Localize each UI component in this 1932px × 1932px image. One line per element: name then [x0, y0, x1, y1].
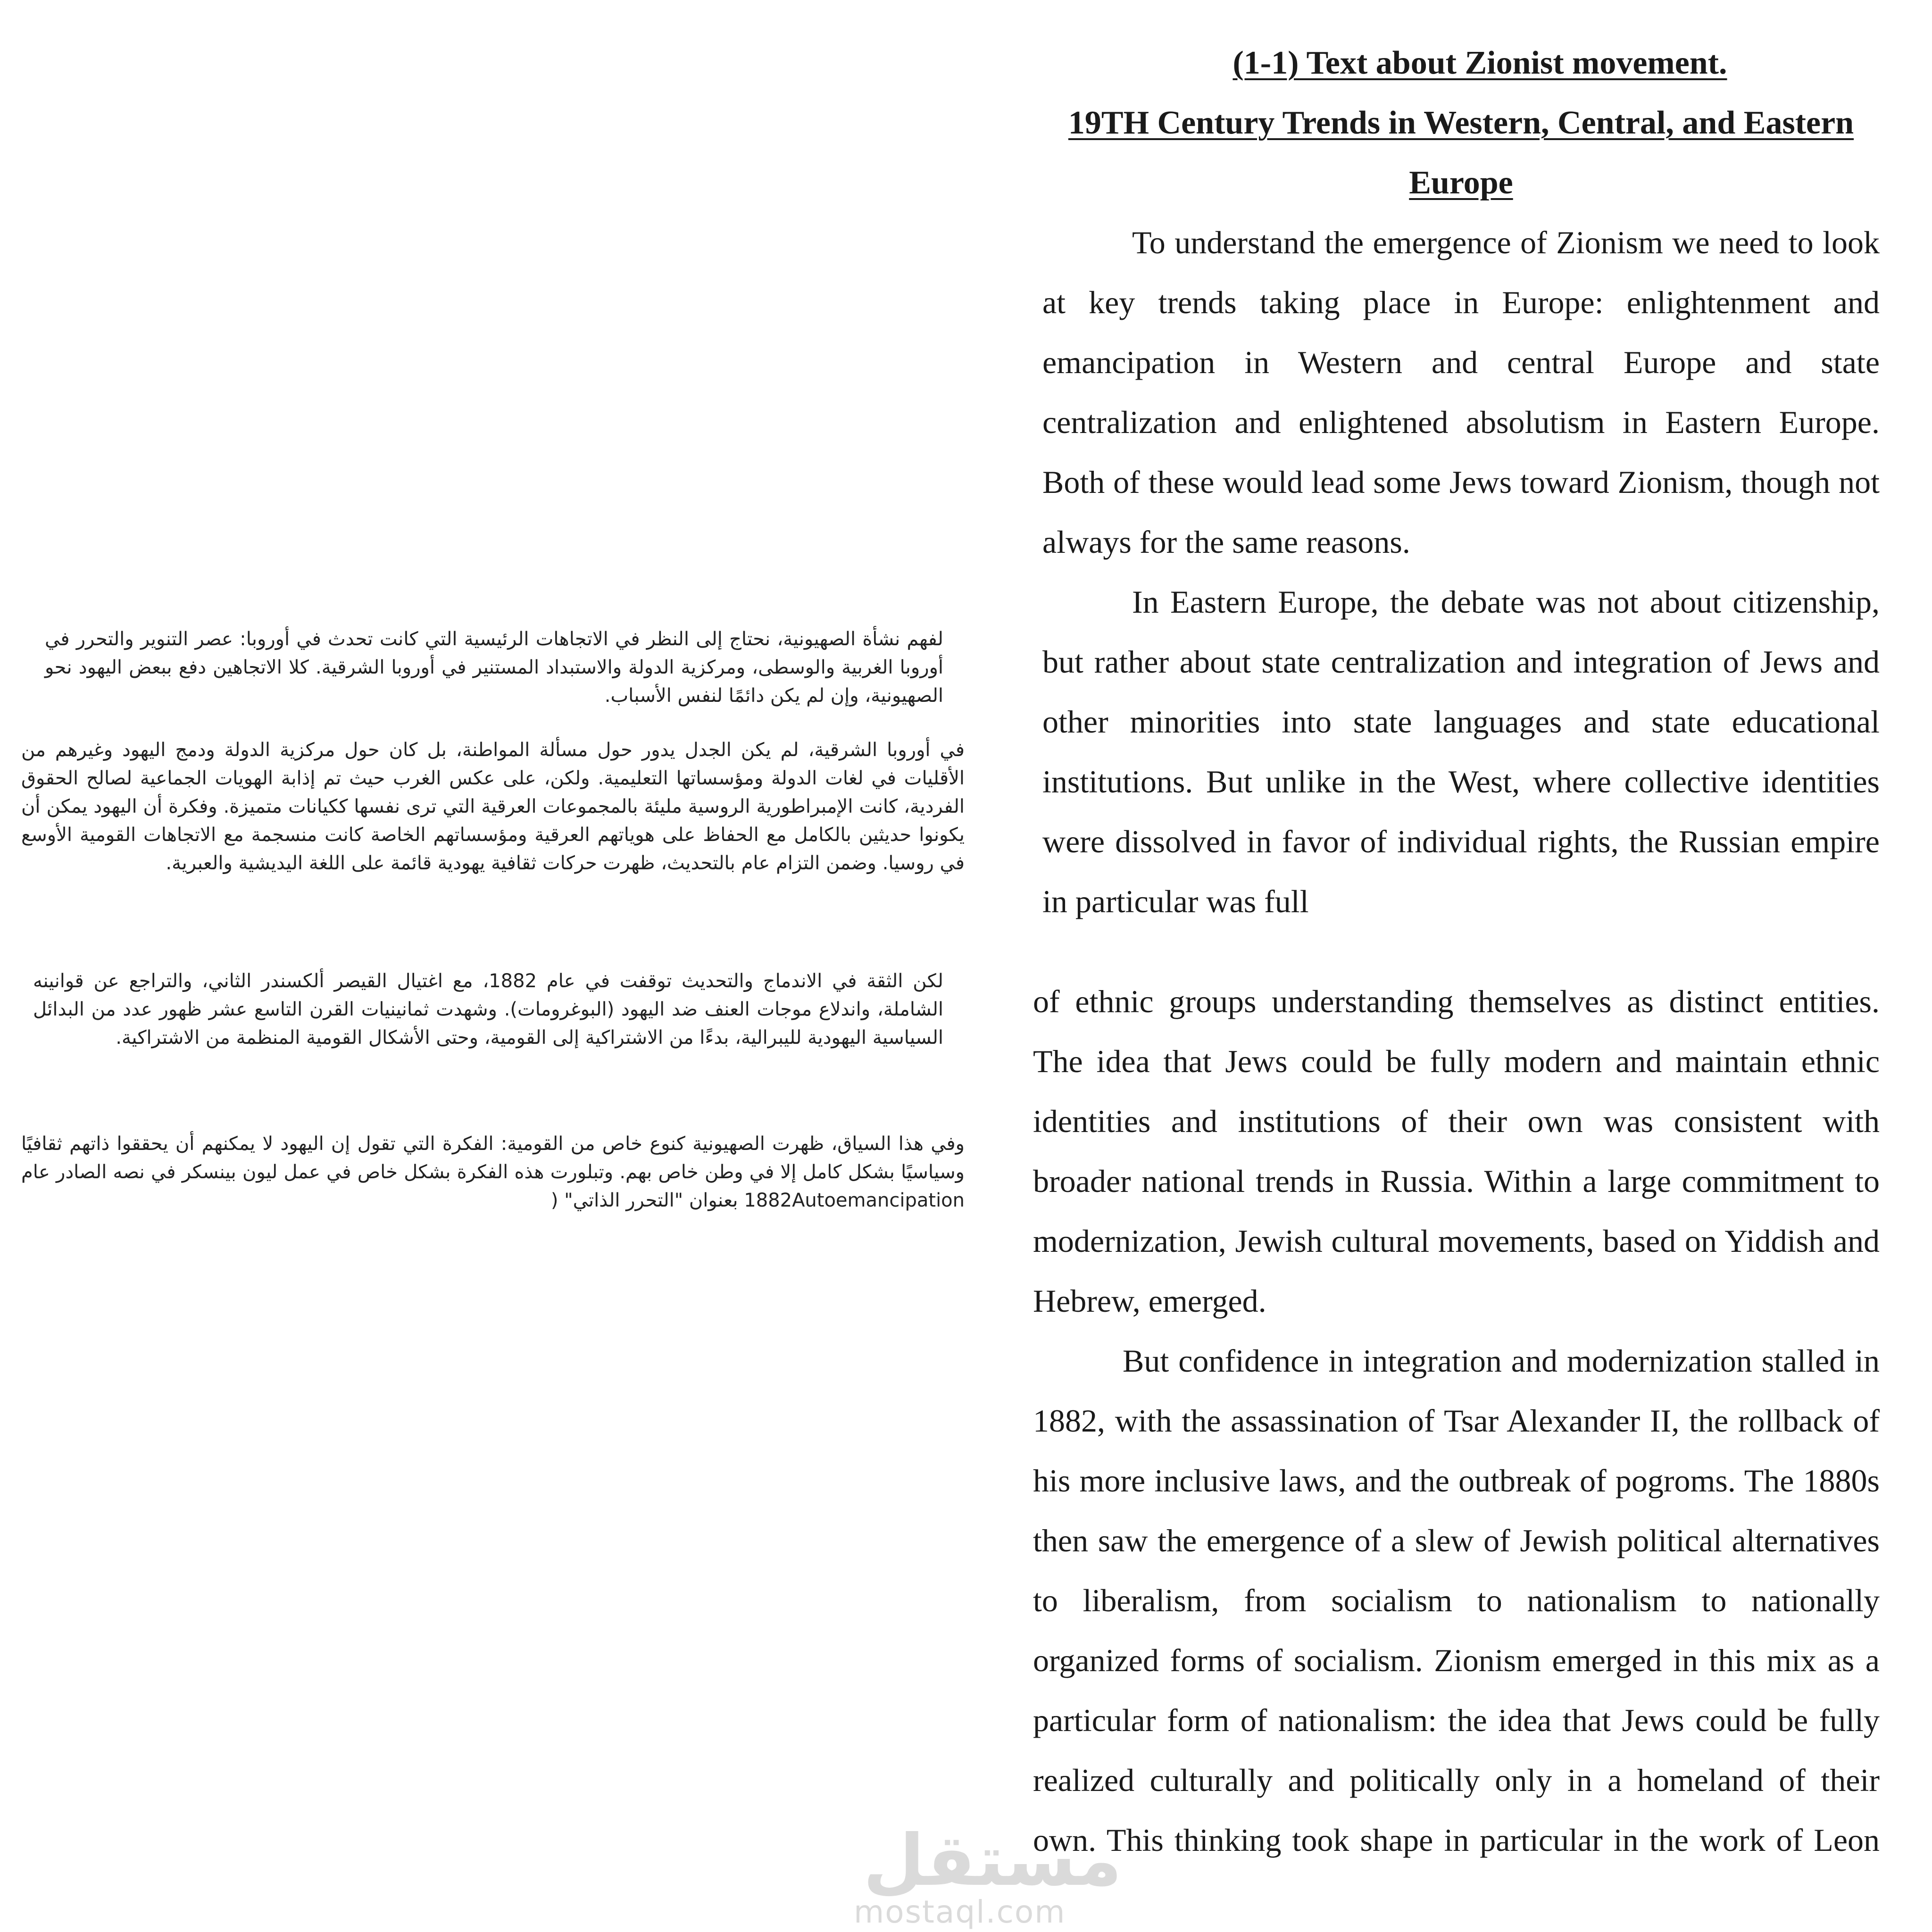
heading-text-about-zionism: (1-1) Text about Zionist movement.: [1232, 45, 1727, 81]
english-paragraph-3: But confidence in integration and modernization stalled in 1882, with the assassination of Tsar Alexander II, the rollback of his more inclusive laws, and the outbreak of pogroms. The 1880s then saw the emergence of a slew of Jewish political alternatives to liberalism, from socialism to nationalism to nationally organized forms of socialism. Zionism emerged in this mix as a particular form of nationalism: the idea that Jews could be fully realized culturally and politically only in a homeland of their own. This thinking took shape in particular in the work of Leon: [1033, 1343, 1880, 1858]
english-text-top: [1042, 33, 1880, 932]
arabic-paragraph-3-text: لكن الثقة في الاندماج والتحديث توقفت في عام 1882، مع اغتيال القيصر ألكسندر الثاني، والتراجع عن قوانينه الشاملة، واندلاع موجات العنف ضد اليهود (البوغرومات). وشهدت ثمانينيات القرن التاسع عشر ظهور عدد من البدائل السياسية اليهودية لليبرالية، بدءًا من الاشتراكية إلى القومية، وحتى الأشكال القومية المنظمة من الاشتراكية.: [33, 970, 943, 1049]
mostaql-url: mostaql.com: [854, 1894, 1066, 1930]
arabic-paragraph-4: [21, 1130, 965, 1215]
arabic-paragraph-3: [33, 967, 943, 1052]
arabic-paragraph-1-text: لفهم نشأة الصهيونية، نحتاج إلى النظر في الاتجاهات الرئيسية التي كانت تحدث في أوروبا: عصر التنوير والتحرر في أوروبا الغربية والوسطى، ومركزية الدولة والاستبداد المستنير في أوروبا الشرقية. كلا الاتجاهين دفع ببعض اليهود نحو الصهيونية، وإن لم يكن دائمًا لنفس الأسباب.: [45, 628, 943, 707]
english-paragraph-1: To understand the emergence of Zionism we need to look at key trends taking place in Europe: enlightenment and emancipation in Western and central Europe and state centralization and enlightened absolutism in Eastern Europe. Both of these would lead some Jews toward Zionism, though not always for the same reasons.: [1042, 225, 1880, 560]
heading-19th-century-trends-line2: Europe: [1409, 165, 1513, 201]
arabic-paragraph-2-text: في أوروبا الشرقية، لم يكن الجدل يدور حول مسألة المواطنة، بل كان حول مركزية الدولة ودمج اليهود وغيرهم من الأقليات في لغات الدولة ومؤسساتها التعليمية. ولكن، على عكس الغرب حيث تم إذابة الهويات الجماعية لصالح الحقوق الفردية، كانت الإمبراطورية الروسية مليئة بالمجموعات العرقية التي ترى نفسها ككيانات متميزة. وفكرة أن اليهود يمكن أن يكونوا حديثين بالكامل مع الحفاظ على هوياتهم العرقية ومؤسساتهم الخاصة كانت منسجمة مع الاتجاهات القومية الأوسع في روسيا. وضمن التزام عام بالتحديث، ظهرت حركات ثقافية يهودية قائمة على اللغة اليديشية والعبرية.: [21, 739, 965, 874]
arabic-paragraph-1: [45, 625, 943, 710]
arabic-paragraph-4-text: وفي هذا السياق، ظهرت الصهيونية كنوع خاص من القومية: الفكرة التي تقول إن اليهود لا يمكنهم أن يحققوا ذاتهم ثقافيًا وسياسيًا بشكل كامل إلا في وطن خاص بهم. وتبلورت هذه الفكرة بشكل خاص في عمل ليون بينسكر في نصه الصادر عام 1882Autoemancipation بعنوان "التحرر الذاتي" (: [21, 1133, 965, 1211]
english-text-bottom: [1033, 972, 1880, 1870]
heading-19th-century-trends-line1: 19TH Century Trends in Western, Central, and Eastern: [1068, 105, 1854, 141]
mostaql-logo-icon: مستقل: [863, 1820, 1122, 1902]
english-paragraph-2-bottom: of ethnic groups understanding themselves as distinct entities. The idea that Jews could be fully modern and maintain ethnic identities and institutions of their own was consistent with broader national trends in Russia. Within a large commitment to modernization, Jewish cultural movements, based on Yiddish and Hebrew, emerged.: [1033, 983, 1880, 1319]
english-paragraph-2-top: In Eastern Europe, the debate was not about citizenship, but rather about state centralization and integration of Jews and other minorities into state languages and state educational institutions. But unlike in the West, where collective identities were dissolved in favor of individual rights, the Russian empire in particular was full: [1042, 584, 1880, 919]
arabic-paragraph-2: [21, 736, 965, 877]
